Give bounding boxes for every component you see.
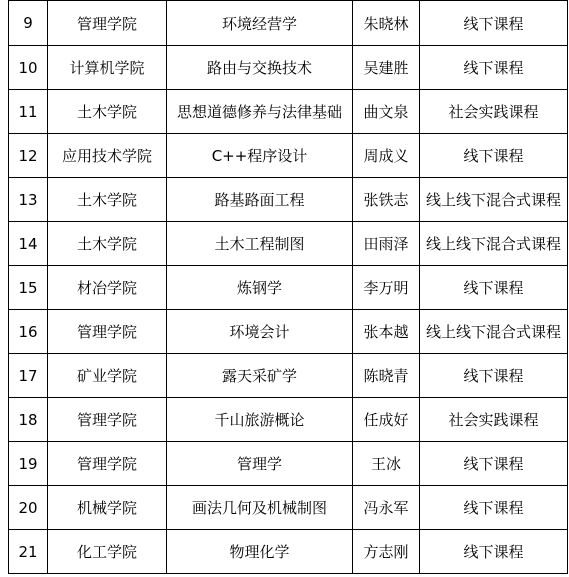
course-type-cell: 社会实践课程 (420, 90, 568, 134)
course-type-cell: 线下课程 (420, 46, 568, 90)
course-name-cell: 管理学 (167, 442, 353, 486)
course-type-cell: 线下课程 (420, 1, 568, 46)
course-type-cell: 线下课程 (420, 134, 568, 178)
table-row (9, 90, 568, 134)
college-cell: 土木学院 (48, 178, 167, 222)
teacher-cell: 曲文泉 (353, 90, 420, 134)
row-number-cell: 12 (9, 134, 48, 178)
college-cell: 矿业学院 (48, 354, 167, 398)
table-row (9, 178, 568, 222)
table-row (9, 222, 568, 266)
course-name-cell: 路由与交换技术 (167, 46, 353, 90)
teacher-cell: 任成好 (353, 398, 420, 442)
table-row (9, 398, 568, 442)
college-cell: 土木学院 (48, 90, 167, 134)
teacher-cell: 周成义 (353, 134, 420, 178)
course-name-cell: 环境经营学 (167, 1, 353, 46)
course-type-cell: 线上线下混合式课程 (420, 222, 568, 266)
table-row (9, 134, 568, 178)
row-number-cell: 11 (9, 90, 48, 134)
table-row (9, 1, 568, 46)
table-row (9, 310, 568, 354)
course-name-cell: C++程序设计 (167, 134, 353, 178)
college-cell: 应用技术学院 (48, 134, 167, 178)
teacher-cell: 李万明 (353, 266, 420, 310)
row-number-cell: 15 (9, 266, 48, 310)
course-name-cell: 露天采矿学 (167, 354, 353, 398)
course-name-cell: 炼钢学 (167, 266, 353, 310)
row-number-cell: 13 (9, 178, 48, 222)
college-cell: 土木学院 (48, 222, 167, 266)
teacher-cell: 张铁志 (353, 178, 420, 222)
teacher-cell: 冯永军 (353, 486, 420, 530)
row-number-cell: 21 (9, 530, 48, 574)
row-number-cell: 18 (9, 398, 48, 442)
teacher-cell: 王冰 (353, 442, 420, 486)
course-name-cell: 环境会计 (167, 310, 353, 354)
course-type-cell: 线下课程 (420, 354, 568, 398)
teacher-cell: 陈晓青 (353, 354, 420, 398)
table-row (9, 486, 568, 530)
college-cell: 管理学院 (48, 310, 167, 354)
row-number-cell: 20 (9, 486, 48, 530)
college-cell: 材冶学院 (48, 266, 167, 310)
college-cell: 机械学院 (48, 486, 167, 530)
teacher-cell: 朱晓林 (353, 1, 420, 46)
table-row (9, 266, 568, 310)
course-type-cell: 线下课程 (420, 442, 568, 486)
teacher-cell: 方志刚 (353, 530, 420, 574)
course-type-cell: 线下课程 (420, 266, 568, 310)
college-cell: 管理学院 (48, 1, 167, 46)
course-name-cell: 物理化学 (167, 530, 353, 574)
teacher-cell: 田雨泽 (353, 222, 420, 266)
row-number-cell: 19 (9, 442, 48, 486)
course-type-cell: 线上线下混合式课程 (420, 178, 568, 222)
course-table (8, 0, 568, 574)
table-row (9, 354, 568, 398)
course-name-cell: 千山旅游概论 (167, 398, 353, 442)
course-type-cell: 线下课程 (420, 486, 568, 530)
teacher-cell: 吴建胜 (353, 46, 420, 90)
college-cell: 管理学院 (48, 442, 167, 486)
table-row (9, 46, 568, 90)
row-number-cell: 14 (9, 222, 48, 266)
course-name-cell: 路基路面工程 (167, 178, 353, 222)
row-number-cell: 17 (9, 354, 48, 398)
course-name-cell: 土木工程制图 (167, 222, 353, 266)
course-type-cell: 社会实践课程 (420, 398, 568, 442)
row-number-cell: 10 (9, 46, 48, 90)
college-cell: 计算机学院 (48, 46, 167, 90)
row-number-cell: 9 (9, 1, 48, 46)
course-name-cell: 思想道德修养与法律基础 (167, 90, 353, 134)
course-type-cell: 线上线下混合式课程 (420, 310, 568, 354)
table-body (9, 1, 568, 574)
teacher-cell: 张本越 (353, 310, 420, 354)
college-cell: 化工学院 (48, 530, 167, 574)
table-row (9, 442, 568, 486)
college-cell: 管理学院 (48, 398, 167, 442)
row-number-cell: 16 (9, 310, 48, 354)
course-name-cell: 画法几何及机械制图 (167, 486, 353, 530)
table-row (9, 530, 568, 574)
course-type-cell: 线下课程 (420, 530, 568, 574)
